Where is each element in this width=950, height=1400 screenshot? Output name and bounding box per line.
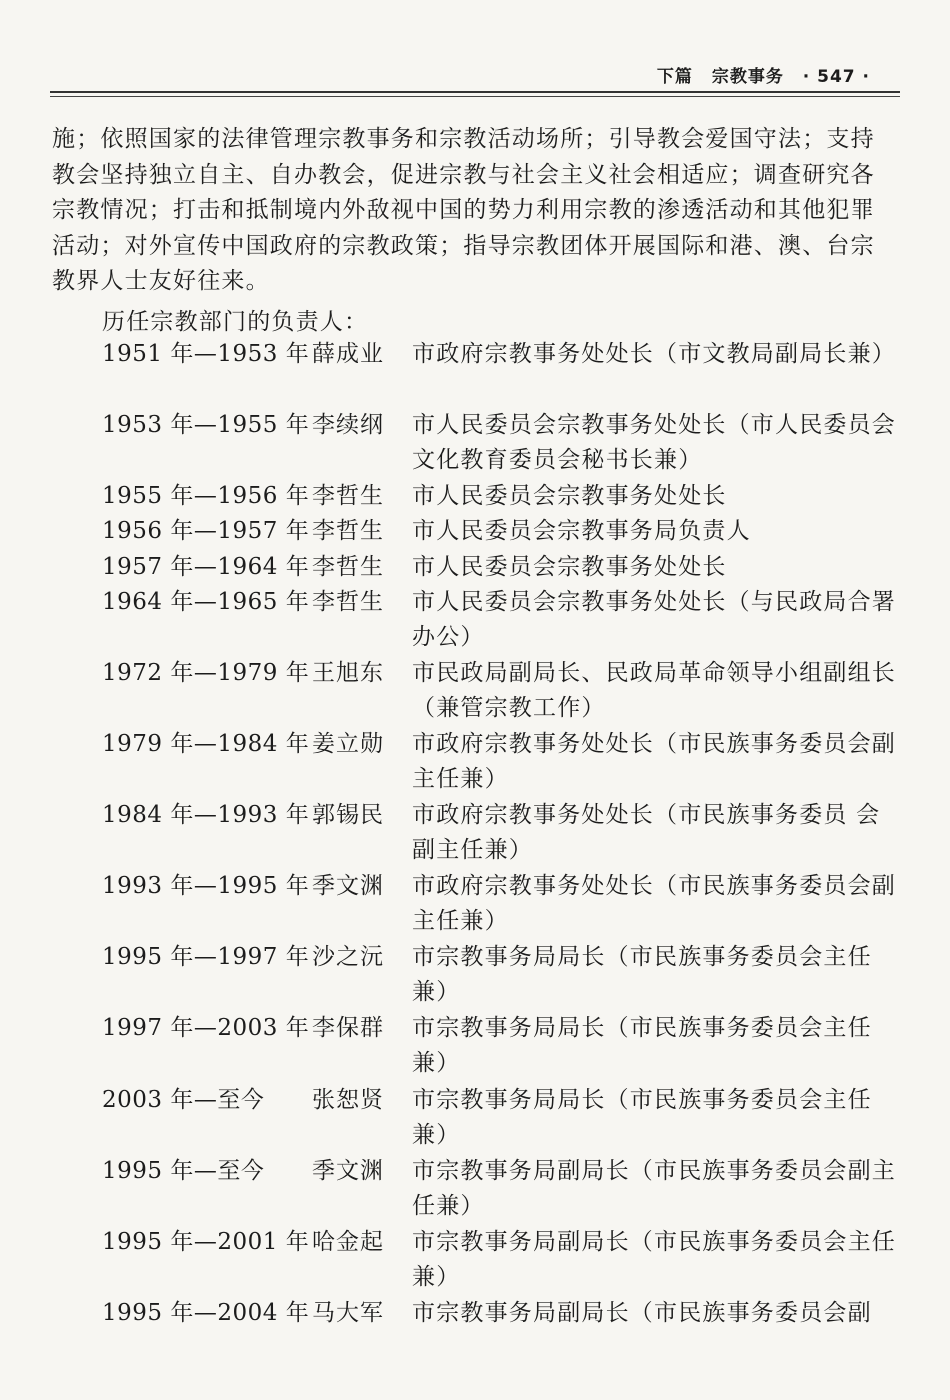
entry-years: 1995 年—2001 年 bbox=[102, 1229, 310, 1255]
entry-years: 2003 年—至今 bbox=[102, 1087, 265, 1113]
entry-years: 1995 年—至今 bbox=[102, 1158, 265, 1184]
entry-name: 王旭东 bbox=[312, 660, 384, 686]
entry-title: 市宗教事务局局长（市民族事务委员会主任兼） bbox=[412, 944, 872, 1005]
entry-title: 市宗教事务局局长（市民族事务委员会主任兼） bbox=[412, 1087, 872, 1148]
header-rule-thin bbox=[50, 96, 900, 97]
entry-name: 马大军 bbox=[312, 1300, 384, 1326]
entry-name: 张恕贤 bbox=[312, 1087, 384, 1113]
body-paragraph: 施；依照国家的法律管理宗教事务和宗教活动场所；引导教会爱国守法；支持教会坚持独立自主、自办教会，促进宗教与社会主义社会相适应；调查研究各宗教情况；打击和抵制境内外敌视中国的势力利用宗教的渗透活动和其他犯罪活动；对外宣传中国政府的宗教政策；指导宗教团体开展国际和港、澳、台宗教界人士友好往来。 bbox=[52, 126, 875, 294]
entry-years: 1979 年—1984 年 bbox=[102, 731, 310, 757]
entry-years: 1995 年—1997 年 bbox=[102, 944, 310, 970]
entry-years: 1957 年—1964 年 bbox=[102, 554, 310, 580]
entry-name: 李续纲 bbox=[312, 412, 384, 438]
list-intro: 历任宗教部门的负责人： bbox=[102, 309, 369, 335]
entry-title: 市宗教事务局副局长（市民族事务委员会副 bbox=[412, 1300, 872, 1326]
entry-years: 1972 年—1979 年 bbox=[102, 660, 310, 686]
entry-title: 市人民委员会宗教事务处处长 bbox=[412, 554, 727, 580]
entry-title: 市民政局副局长、民政局革命领导小组副组长（兼管宗教工作） bbox=[412, 660, 896, 721]
entry-name: 李哲生 bbox=[312, 589, 384, 615]
entry-years: 1956 年—1957 年 bbox=[102, 518, 310, 544]
entry-title: 市人民委员会宗教事务处处长（与民政局合署办公） bbox=[412, 589, 896, 650]
header-section: 宗教事务 bbox=[711, 67, 784, 87]
entry-name: 沙之沅 bbox=[312, 944, 384, 970]
entry-years: 1964 年—1965 年 bbox=[102, 589, 310, 615]
entry-title: 市人民委员会宗教事务局负责人 bbox=[412, 518, 751, 544]
entry-name: 李哲生 bbox=[312, 518, 384, 544]
header-text bbox=[645, 62, 870, 87]
entry-title: 市人民委员会宗教事务处处长（市人民委员会文化教育委员会秘书长兼） bbox=[412, 412, 896, 473]
entry-name: 李哲生 bbox=[312, 554, 384, 580]
entry-name: 薛成业 bbox=[312, 341, 384, 367]
entry-name: 姜立勋 bbox=[312, 731, 384, 757]
entry-name: 季文渊 bbox=[312, 1158, 384, 1184]
entry-title: 市政府宗教事务处处长（市民族事务委员会副主任兼） bbox=[412, 873, 896, 934]
entry-years: 1995 年—2004 年 bbox=[102, 1300, 310, 1326]
entry-title: 市人民委员会宗教事务处处长 bbox=[412, 483, 727, 509]
entry-years: 1955 年—1956 年 bbox=[102, 483, 310, 509]
entry-years: 1993 年—1995 年 bbox=[102, 873, 310, 899]
entry-title: 市政府宗教事务处处长（市民族事务委员 会副主任兼） bbox=[412, 802, 881, 863]
entry-title: 市政府宗教事务处处长（市文教局副局长兼） bbox=[412, 341, 896, 367]
entry-title: 市宗教事务局副局长（市民族事务委员会主任兼） bbox=[412, 1229, 896, 1290]
header-part: 下篇 bbox=[656, 67, 693, 87]
entry-years: 1951 年—1953 年 bbox=[102, 341, 310, 367]
entry-name: 季文渊 bbox=[312, 873, 384, 899]
header-rule-thick bbox=[50, 91, 900, 93]
running-header bbox=[50, 58, 900, 88]
entry-name: 郭锡民 bbox=[312, 802, 384, 828]
page-number: · 547 · bbox=[802, 67, 870, 87]
entry-name: 李保群 bbox=[312, 1015, 384, 1041]
entry-title: 市宗教事务局副局长（市民族事务委员会副主任兼） bbox=[412, 1158, 896, 1219]
entry-years: 1953 年—1955 年 bbox=[102, 412, 310, 438]
entry-title: 市宗教事务局局长（市民族事务委员会主任兼） bbox=[412, 1015, 872, 1076]
entry-years: 1997 年—2003 年 bbox=[102, 1015, 310, 1041]
entry-name: 哈金起 bbox=[312, 1229, 384, 1255]
entry-years: 1984 年—1993 年 bbox=[102, 802, 310, 828]
entry-title: 市政府宗教事务处处长（市民族事务委员会副主任兼） bbox=[412, 731, 896, 792]
entry-name: 李哲生 bbox=[312, 483, 384, 509]
